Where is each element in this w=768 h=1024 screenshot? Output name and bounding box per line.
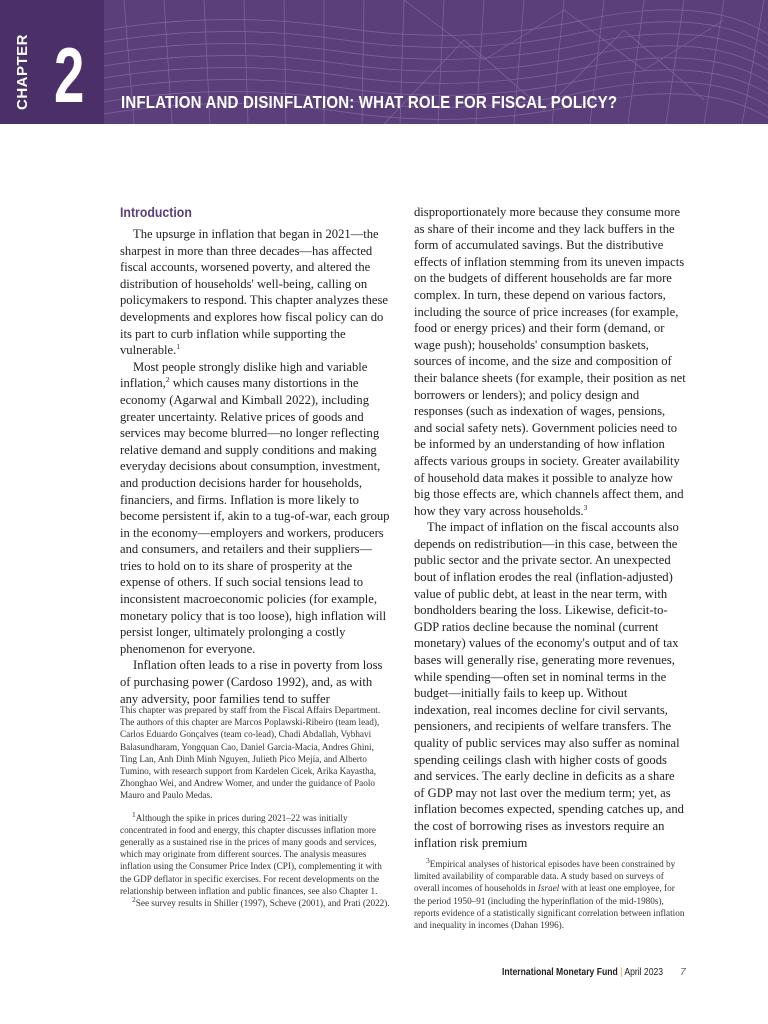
footer-date: April 2023 bbox=[624, 966, 664, 978]
paragraph: Inflation often leads to a rise in poverty from loss of purchasing power (Cardoso 1992), and, as with any adversity, poor families tend to suffer bbox=[120, 658, 383, 706]
page-number: 7 bbox=[680, 966, 686, 978]
section-heading: Introduction bbox=[120, 204, 192, 220]
footnote-2: $^2$See survey results in Shiller (1997), Scheve (2001), and Prati (2022). bbox=[132, 894, 390, 909]
footer-separator: | bbox=[620, 966, 623, 978]
chapter-number: 2 bbox=[54, 31, 85, 119]
right-footnotes bbox=[414, 855, 686, 931]
chapter-label: CHAPTER bbox=[14, 33, 31, 110]
credits-note: This chapter was prepared by staff from the Fiscal Affairs Department. The authors of this chapter are Marcos Poplawski-Ribeiro (team lead), Carlos Eduardo Gonçalves (team co-lead), Chadi Abdallah, Vybhavi Balasundharam, Yongquan Cao, Daniel Garcia-Macia, Andres Ghini, Ting Lan, Anh Dinh Minh Nguyen, Julieth Pico Mejía, and Alberto Tumino, with research support from Kardelen Cicek, Arika Kayastha, Zhonghao Wei, and Andrew Womer, and under the guidance of Paolo Mauro and Paulo Medas. bbox=[120, 705, 381, 801]
left-footnotes bbox=[120, 704, 393, 909]
footnote-1: $^1$Although the spike in prices during 2021–22 was initially concentrated in food and energy, this chapter discusses inflation more generally as a sustained rise in the prices of many goods and services, which may originate from different sources. The analysis measures inflation using the Consumer Price Index (CPI), complementing it with the GDP deflator in specific exercises. For recent developments on the relationship between inflation and public finances, see also Chapter 1. bbox=[120, 809, 382, 896]
left-column bbox=[120, 204, 393, 707]
paragraph: The upsurge in inflation that began in 2021—the sharpest in more than three decades—has affected fiscal accounts, worsened poverty, and altered the distribution of households' well-being, calling on policymakers to respond. This chapter analyzes these developments and explores how fiscal policy can do its part to curb inflation while supporting the vulnerable.$^1$ bbox=[120, 227, 388, 358]
footnote-ref[interactable]: 3 bbox=[583, 502, 588, 512]
paragraph: disproportionately more because they consume more as share of their income and they lack buffers in the form of accumulated savings. But the distributive effects of inflation stemming from its uneven impacts on the budgets of different households are far more complex. In turn, these depend on various factors, including the source of price increases (for example, food or energy prices) and their form (demand, or wage push); households' consumption baskets, sources of income, and the size and composition of their balance sheets (for example, their position as net borrowers or lenders); and policy design and responses (such as indexation of wages, pensions, and social safety nets). Government policies need to be informed by an understanding of how inflation affects various groups in society. Greater availability of household data makes it possible to analyze how big those effects are, which channels affect them, and how they vary across households.$^3$ bbox=[414, 205, 686, 518]
paragraph: The impact of inflation on the fiscal accounts also depends on redistribution—in this case, between the public sector and the private sector. An unexpected bout of inflation erodes the real (inflation-adjusted) value of public debt, at least in the near term, with bondholders bearing the loss. Likewise, deficit-to-GDP ratios decline because the nominal (current monetary) values of the economy's output and of tax bases will generally rise, generating more revenues, while spending—often set in nominal terms in the budget—initially fails to keep up. Without indexation, real incomes decline for civil servants, pensioners, and recipients of welfare transfers. The quality of public services may also suffer as nominal spending ceilings clash with higher costs of goods and services. The early decline in deficits as a share of GDP may not last over the medium term; yet, as inflation becomes expected, spending catches up, and the cost of borrowing rises as investors require an inflation risk premium bbox=[414, 520, 684, 850]
paragraph: Most people strongly dislike high and variable inflation,$^2$ which causes many distortions in the economy (Agarwal and Kimball 2022), including greater uncertainty. Relative prices of goods and services may become blurred—no longer reflecting relative demand and supply conditions and making everyday decisions about consumption, investment, and production decisions harder for households, financiers, and firms. Inflation is more likely to become persistent if, akin to a tug-of-war, each group in the economy—employers and workers, producers and consumers, and retailers and their suppliers—tries to hold on to its share of prosperity at the expense of others. If such social tensions lead to inconsistent macroeconomic policies (for example, monetary policy that is too loose), high inflation will persist longer, ultimately prolonging a costly phenomenon for everyone. bbox=[120, 359, 390, 656]
footnote-ref[interactable]: 2 bbox=[165, 375, 170, 385]
chapter-title: INFLATION AND DISINFLATION: WHAT ROLE FOR FISCAL POLICY? bbox=[121, 92, 618, 112]
footnote-ref[interactable]: 1 bbox=[176, 341, 181, 351]
footer-publisher: International Monetary Fund | April 2023 bbox=[502, 966, 664, 978]
chapter-banner bbox=[0, 0, 768, 124]
right-column bbox=[414, 204, 686, 851]
footnote-3: $^3$Empirical analyses of historical episodes have been constrained by limited availability of comparable data. A study based on surveys of overall incomes of households in Israel with at least one employee, for the period 1950–91 (including the hyperinflation of the mid-1980s), reports evidence of a statistically significant correlation between inflation and inequality in incomes (Dahan 1996). bbox=[414, 855, 685, 931]
